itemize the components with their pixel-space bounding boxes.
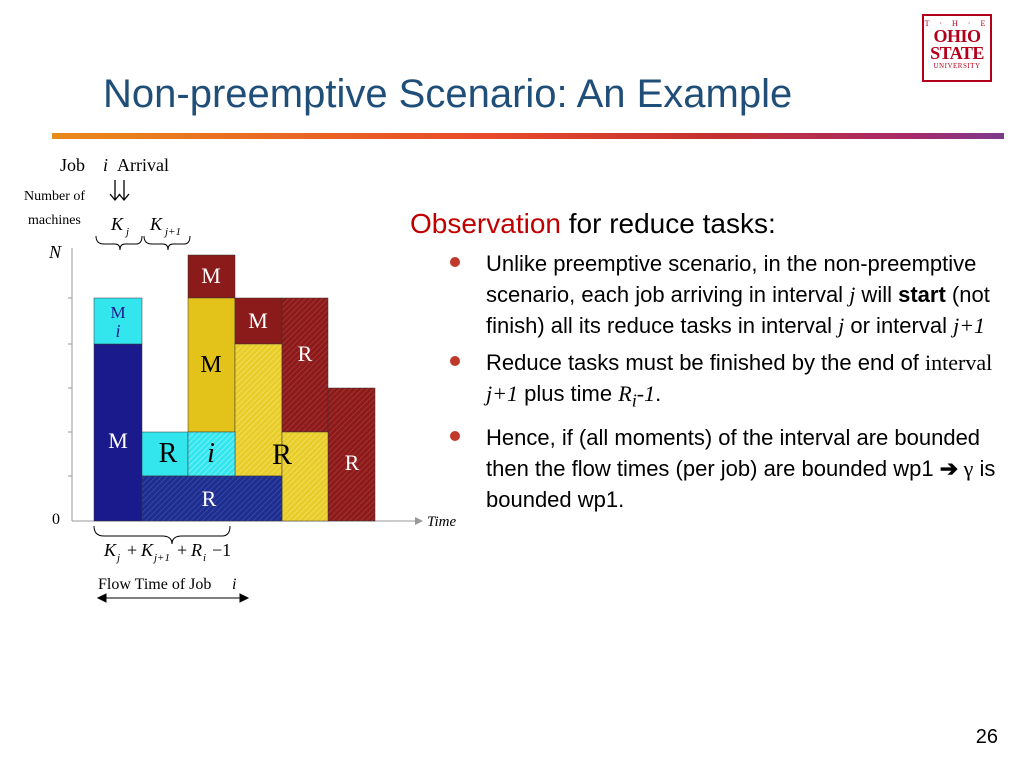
- flow-time-formula: [103, 540, 231, 564]
- bullet-1-j2: j: [838, 313, 845, 338]
- bullet-2-period: .: [655, 381, 662, 406]
- label-r-bottom: R: [201, 486, 217, 511]
- label-m-left: M: [108, 428, 128, 453]
- bullet-1: [410, 248, 1020, 341]
- bullet-3-text-a: Hence, if (all moments) of the interval are bounded then the flow times (per job) are bounded wp1: [486, 425, 981, 482]
- formula-minus1: −1: [212, 540, 232, 560]
- bullet-2-text-b: plus time: [517, 381, 619, 406]
- bullet-3-gamma: γ: [958, 456, 974, 482]
- bullet-2-minus: -1: [636, 381, 656, 406]
- y-axis-label-machines: machines: [28, 213, 81, 228]
- label-i-cyan: i: [207, 438, 215, 469]
- formula-plus2: +: [177, 540, 188, 560]
- arrival-label-job: Job: [60, 155, 86, 175]
- observation-panel: [410, 208, 1020, 521]
- label-m-i-bottom: i: [115, 321, 121, 341]
- bullet-dot-icon: [450, 431, 460, 441]
- formula-r: R: [191, 540, 202, 560]
- y-axis-label-number-of: Number of: [24, 189, 86, 204]
- slide-title: Non-preemptive Scenario: An Example: [103, 72, 793, 116]
- logo-line-university: UNIVERSITY: [933, 62, 981, 70]
- bullet-3-text-b: is bounded wp1.: [486, 456, 996, 513]
- logo-line-ohio: OHIO: [933, 26, 981, 46]
- bullet-2-text-a: Reduce tasks must be finished by the end of: [486, 350, 926, 375]
- slide-number: 26: [975, 726, 998, 748]
- logo-line-the: T · H · E: [924, 19, 990, 28]
- observation-rest: for reduce tasks:: [560, 208, 776, 239]
- observation-bullets: [410, 248, 1020, 515]
- label-r-far-right: R: [344, 450, 360, 475]
- bullet-3: [410, 422, 1020, 515]
- flow-time-label-i: i: [232, 576, 237, 593]
- arrival-label-arrival: Arrival: [117, 155, 169, 175]
- label-m-top-right: M: [201, 263, 221, 288]
- k-j-brace: [96, 236, 142, 250]
- logo-line-state: STATE: [930, 43, 984, 63]
- formula-j: j: [117, 552, 121, 564]
- origin-label: 0: [52, 511, 60, 528]
- bullet-1-j: j: [849, 282, 856, 307]
- label-r-center: R: [271, 438, 293, 471]
- bullet-1-text-b: will: [855, 282, 899, 307]
- y-axis-ticks: [68, 298, 72, 476]
- university-logo: [922, 14, 992, 82]
- formula-k2: K: [141, 540, 154, 560]
- observation-word: Observation: [410, 208, 561, 239]
- k-j1-letter: K: [150, 214, 163, 234]
- formula-plus1: +: [127, 540, 138, 560]
- bullet-2: [410, 347, 1020, 416]
- bullet-2-interval: interval: [925, 350, 993, 375]
- bullet-2-j1: j+1: [486, 381, 518, 406]
- bullet-1-j3: j+1: [953, 313, 986, 338]
- formula-j1: j+1: [154, 552, 170, 564]
- observation-heading: [410, 208, 1020, 240]
- bullet-1-start: start: [898, 282, 946, 307]
- bullet-1-text-c: (not finish) all its reduce tasks in interval: [486, 282, 990, 338]
- flow-time-label: Flow Time of Job: [98, 576, 212, 593]
- bullet-dot-icon: [450, 356, 460, 366]
- label-r-right: R: [297, 341, 313, 366]
- right-arrow-icon: ➔: [939, 456, 959, 482]
- x-axis-label-time: Time: [427, 514, 457, 530]
- k-j-subscript: j: [126, 226, 130, 238]
- k-j1-brace: [144, 236, 190, 250]
- label-m-i-top: M: [110, 303, 126, 322]
- y-axis-label-n: N: [49, 242, 62, 262]
- flow-time-double-arrow-icon: [98, 594, 248, 602]
- arrival-arrows-icon: [110, 180, 129, 200]
- bullet-2-r-sub: i: [631, 390, 637, 411]
- title-divider: [52, 133, 1004, 139]
- formula-i: i: [203, 552, 207, 564]
- label-r-cyan: R: [158, 438, 178, 469]
- k-j-letter: K: [111, 214, 124, 234]
- k-j1-subscript: j+1: [165, 226, 181, 238]
- formula-k1: K: [104, 540, 117, 560]
- bullet-2-r: R: [618, 381, 632, 406]
- label-m-middle-small: M: [248, 308, 268, 333]
- label-m-center: M: [200, 352, 222, 378]
- arrival-label-i: i: [103, 155, 109, 175]
- bullet-1-text-a: Unlike preemptive scenario, in the non-preemptive scenario, each job arriving in interval: [486, 251, 977, 307]
- bullet-1-text-d: or interval: [844, 313, 954, 338]
- bullet-dot-icon: [450, 257, 460, 267]
